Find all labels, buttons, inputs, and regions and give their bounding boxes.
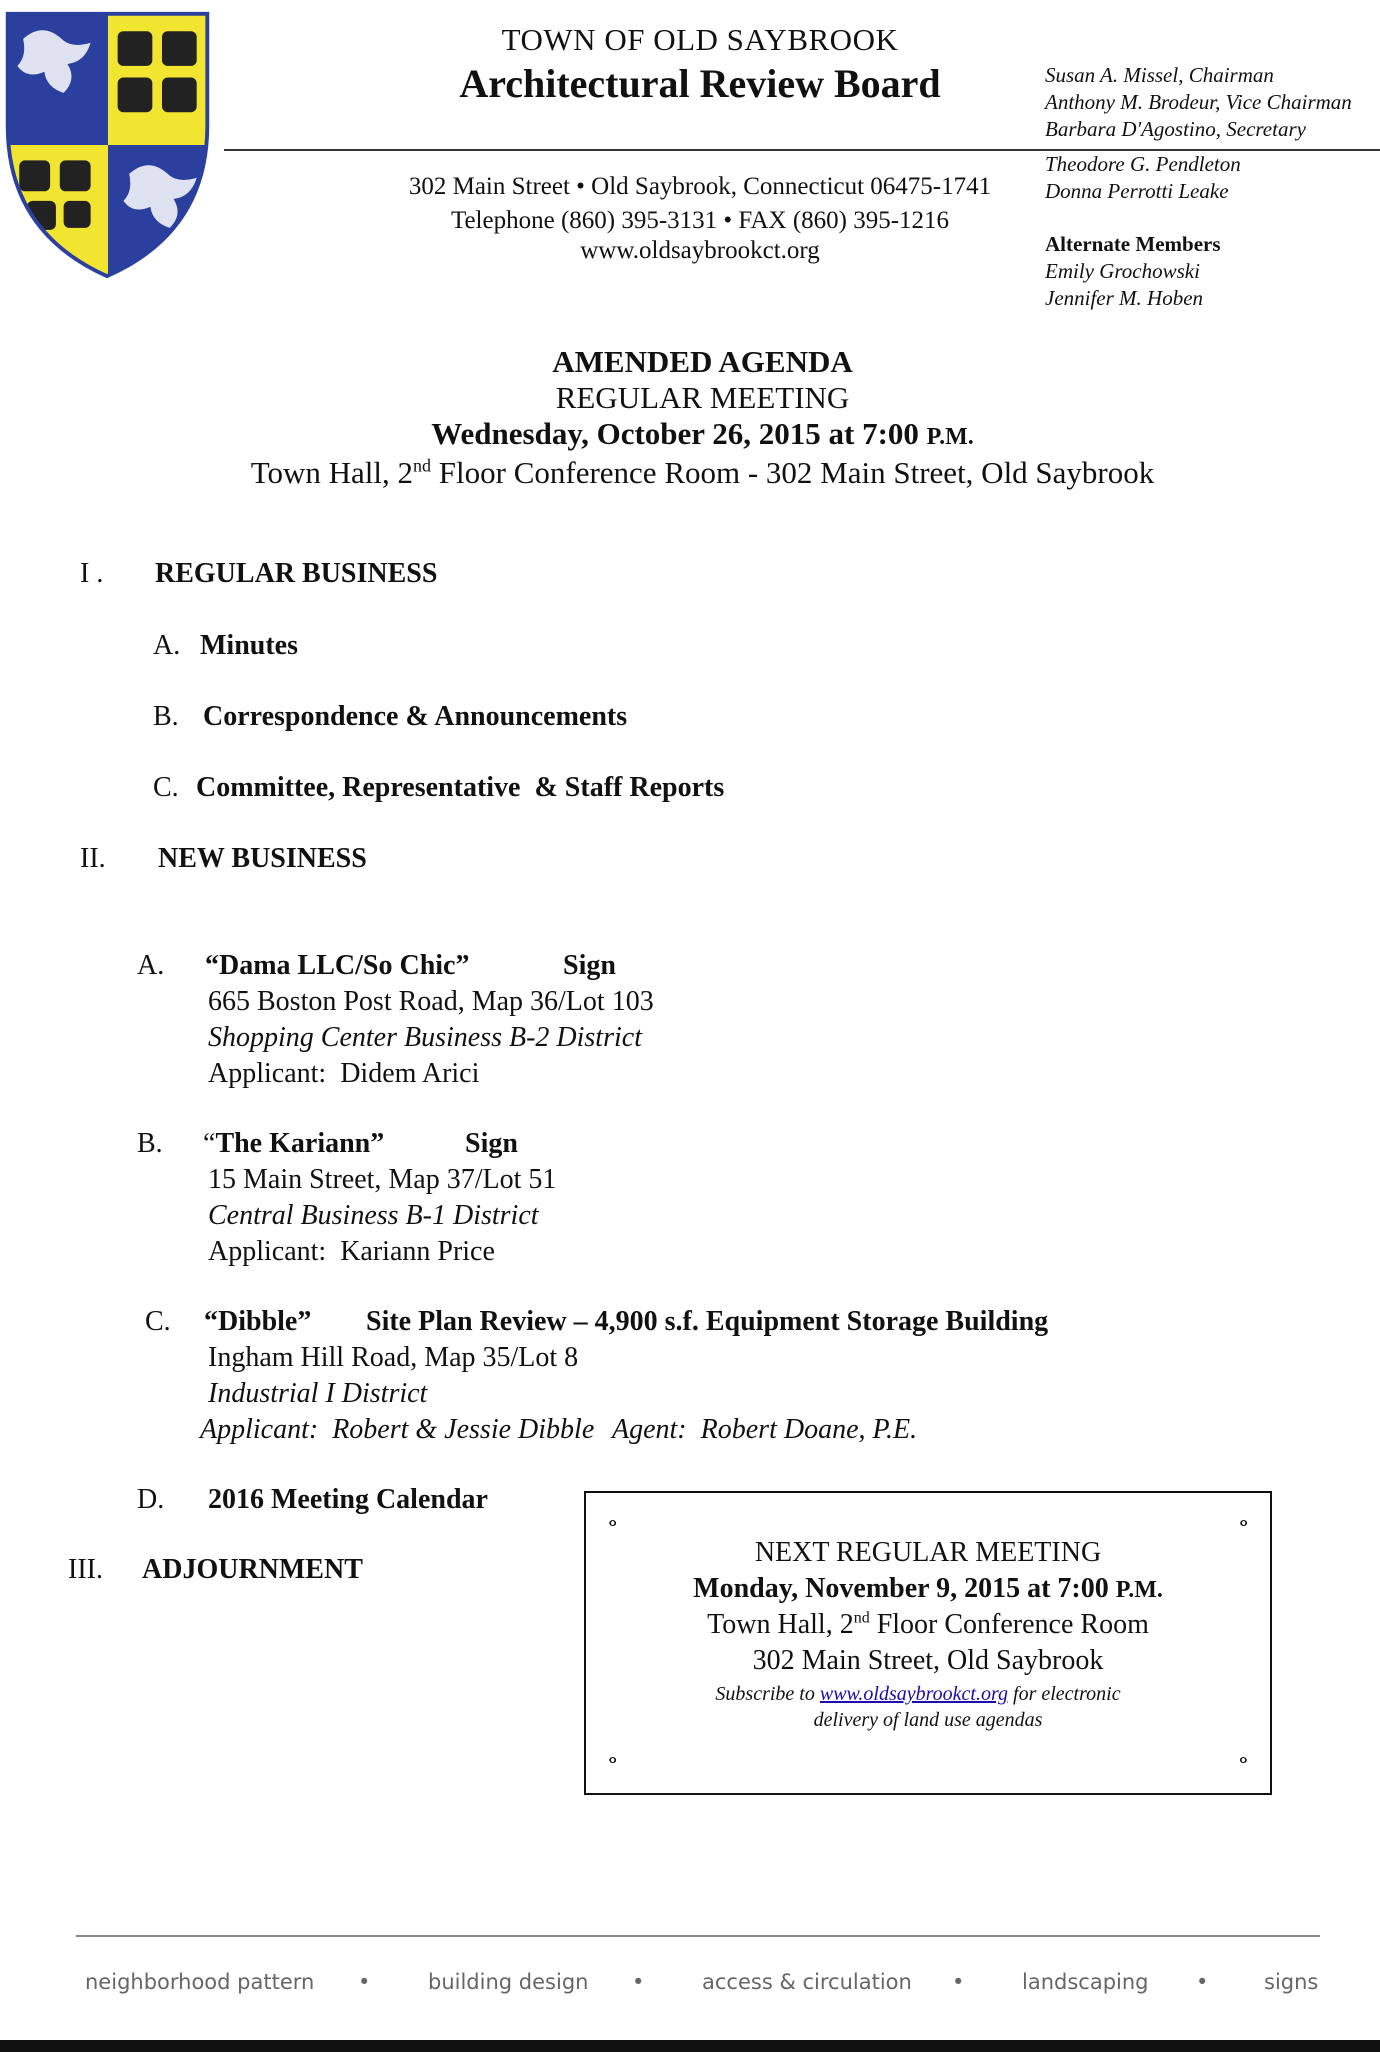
- member-item: Theodore G. Pendleton: [1045, 152, 1241, 176]
- section-title-regular-business: REGULAR BUSINESS: [155, 558, 438, 589]
- item-letter: A.: [137, 950, 165, 981]
- subscribe-line: Subscribe to www.oldsaybrookct.org for electronic: [715, 1683, 1121, 1705]
- application-name: “Dibble”: [204, 1306, 312, 1337]
- application-address: Ingham Hill Road, Map 35/Lot 8: [208, 1342, 579, 1373]
- town-name: TOWN OF OLD SAYBROOK: [501, 22, 899, 57]
- application-address: 15 Main Street, Map 37/Lot 51: [208, 1164, 557, 1195]
- application-district: Shopping Center Business B-2 District: [208, 1022, 642, 1053]
- footer-item: signs: [1264, 1970, 1319, 1994]
- application-applicant: Applicant: Robert & Jessie Dibble: [200, 1414, 595, 1445]
- section-number: III.: [68, 1554, 103, 1585]
- application-name: “The Kariann”: [203, 1128, 385, 1159]
- board-name: Architectural Review Board: [459, 61, 941, 106]
- agenda-title-block: [0, 344, 1380, 491]
- footer-item: neighborhood pattern: [85, 1970, 315, 1994]
- footer-separator: •: [358, 1970, 371, 1994]
- application-type: Sign: [563, 950, 616, 981]
- ornament-icon: ૰: [608, 1503, 618, 1532]
- next-meeting-box: [584, 1491, 1272, 1795]
- application-address: 665 Boston Post Road, Map 36/Lot 103: [208, 986, 654, 1017]
- item-minutes: Minutes: [200, 630, 298, 661]
- meeting-date: Wednesday, October 26, 2015 at 7:00 P.M.: [431, 416, 974, 451]
- item-letter: B.: [153, 701, 179, 732]
- next-meeting-title: NEXT REGULAR MEETING: [754, 1537, 1102, 1568]
- subscribe-link[interactable]: www.oldsaybrookct.org: [819, 1683, 1009, 1705]
- address-line: 302 Main Street • Old Saybrook, Connecticut 06475-1741: [408, 173, 992, 200]
- phone-line: Telephone (860) 395-3131 • FAX (860) 395-1216: [450, 207, 950, 234]
- item-meeting-calendar: 2016 Meeting Calendar: [208, 1484, 488, 1515]
- ornament-icon: ૰: [1238, 1503, 1248, 1532]
- section-title-new-business: NEW BUSINESS: [158, 843, 367, 874]
- alternates-title: Alternate Members: [1045, 232, 1221, 256]
- section-number: II.: [80, 843, 106, 874]
- item-letter: A.: [153, 630, 181, 661]
- website-line: www.oldsaybrookct.org: [580, 237, 820, 264]
- application-district: Central Business B-1 District: [208, 1200, 539, 1231]
- footer-separator: •: [952, 1970, 965, 1994]
- item-letter: B.: [137, 1128, 163, 1159]
- footer-item: landscaping: [1022, 1970, 1149, 1994]
- agenda-title: AMENDED AGENDA: [552, 344, 853, 379]
- agenda-subtitle: REGULAR MEETING: [555, 380, 850, 415]
- meeting-location: Town Hall, 2nd Floor Conference Room - 302 Main Street, Old Saybrook: [250, 455, 1155, 490]
- ornament-icon: ૰: [1238, 1740, 1248, 1769]
- next-meeting-date: Monday, November 9, 2015 at 7:00 P.M.: [693, 1573, 1163, 1604]
- section-title-adjournment: ADJOURNMENT: [142, 1554, 363, 1585]
- contact-block: [330, 170, 1070, 264]
- alternate-item: Emily Grochowski: [1045, 259, 1200, 283]
- application-applicant: Applicant: Didem Arici: [208, 1058, 480, 1089]
- footer-item: building design: [428, 1970, 589, 1994]
- member-item: Anthony M. Brodeur, Vice Chairman: [1045, 90, 1352, 114]
- next-meeting-location: Town Hall, 2nd Floor Conference Room: [707, 1609, 1149, 1640]
- subscribe-line-2: delivery of land use agendas: [813, 1709, 1043, 1731]
- footer-topics: [0, 1970, 1380, 2006]
- application-type: Sign: [465, 1128, 518, 1159]
- footer-separator: •: [632, 1970, 645, 1994]
- page-bottom-bar: [0, 2040, 1380, 2052]
- member-item: Susan A. Missel, Chairman: [1045, 63, 1274, 87]
- item-letter: D.: [137, 1484, 165, 1515]
- ornament-icon: ૰: [608, 1740, 618, 1769]
- alternate-item: Jennifer M. Hoben: [1045, 286, 1204, 310]
- item-committee-reports: Committee, Representative & Staff Reports: [196, 772, 725, 803]
- footer-separator: •: [1196, 1970, 1209, 1994]
- application-district: Industrial I District: [208, 1378, 428, 1409]
- application-applicant: Applicant: Kariann Price: [208, 1236, 495, 1267]
- section-number: I .: [80, 558, 104, 589]
- application-type: Site Plan Review – 4,900 s.f. Equipment Storage Building: [366, 1306, 1049, 1337]
- footer-divider: [76, 1935, 1320, 1937]
- town-crest-icon: [0, 10, 215, 280]
- footer-item: access & circulation: [702, 1970, 912, 1994]
- item-letter: C.: [145, 1306, 171, 1337]
- application-name: “Dama LLC/So Chic”: [205, 950, 470, 981]
- next-meeting-address: 302 Main Street, Old Saybrook: [752, 1645, 1104, 1676]
- member-item: Donna Perrotti Leake: [1045, 179, 1229, 203]
- item-correspondence: Correspondence & Announcements: [203, 701, 628, 732]
- member-item: Barbara D'Agostino, Secretary: [1045, 117, 1306, 141]
- item-letter: C.: [153, 772, 179, 803]
- application-agent: Agent: Robert Doane, P.E.: [612, 1414, 918, 1445]
- board-members: [1045, 62, 1352, 312]
